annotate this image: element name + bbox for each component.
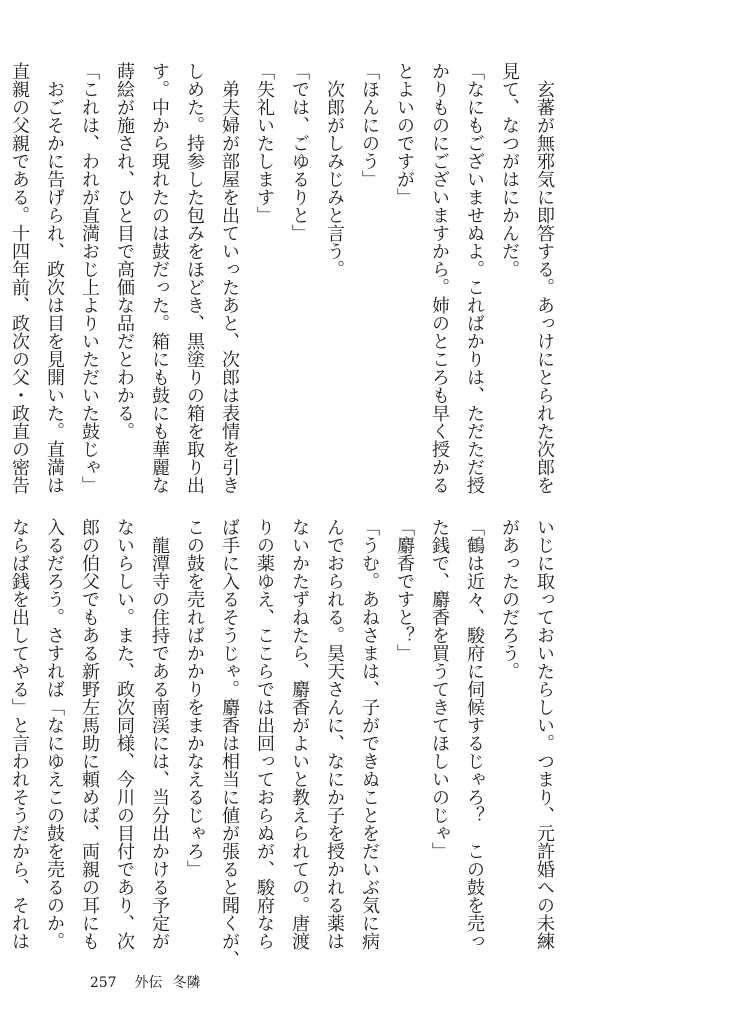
text-line: 「鶴は近々、駿府に伺候するじゃろ？ この鼓を売っ bbox=[464, 518, 485, 950]
text-line: この鼓を売ればかかりをまかなえるじゃろ」 bbox=[184, 518, 205, 878]
text-line: りの薬ゆえ、ここらでは出回っておらぬが、駿府なら bbox=[254, 518, 275, 950]
text-line: た銭で、麝香を買うてきてほしいのじゃ」 bbox=[429, 518, 450, 860]
text-line: 直親の父親である。十四年前、政次の父・政直の密告 bbox=[9, 62, 30, 494]
section-title: 外伝 bbox=[134, 975, 163, 991]
text-line: 見て、なつがはにかんだ。 bbox=[499, 62, 520, 278]
text-line: 「なにもございませぬよ。こればかりは、ただただ授 bbox=[464, 62, 485, 494]
text-line: 入るだろう。さすれば「なにゆえこの鼓を売るのか。 bbox=[44, 518, 65, 950]
text-line: 「失礼いたします」 bbox=[254, 62, 275, 224]
text-line: ならば銭を出してやる」と言われそうだから、それは bbox=[9, 518, 30, 950]
text-line: しめた。持参した包みをほどき、黒塗りの箱を取り出 bbox=[184, 62, 205, 494]
text-line: 「ほんにのう」 bbox=[359, 62, 380, 188]
text-block-top bbox=[9, 62, 562, 494]
text-line: 弟夫婦が部屋を出ていったあと、次郎は表情を引き bbox=[219, 62, 240, 494]
text-line: 「うむ。あねさまは、子ができぬことをだいぶ気に病 bbox=[359, 518, 380, 950]
page-number: 257 bbox=[89, 975, 117, 991]
text-line: 龍潭寺の住持である南渓には、当分出かける予定が bbox=[149, 518, 170, 950]
text-line: ないかたずねたら、麝香がよいと教えられての。唐渡 bbox=[289, 518, 310, 950]
text-line: 「麝香ですと？」 bbox=[394, 518, 415, 662]
text-block-bottom bbox=[9, 518, 562, 968]
chapter-title: 冬隣 bbox=[172, 975, 201, 991]
text-line: 次郎がしみじみと言う。 bbox=[324, 62, 345, 278]
text-line: かりものにございますから。姉のところも早く授かる bbox=[429, 62, 450, 494]
text-line: ば手に入るそうじゃ。麝香は相当に値が張ると聞くが、 bbox=[219, 518, 240, 968]
text-line: おごそかに告げられ、政次は目を見開いた。直満は bbox=[44, 62, 65, 494]
text-line: す。中から現れたのは鼓だった。箱にも鼓にも華麗な bbox=[149, 62, 170, 494]
text-line: いじに取っておいたらしい。つまり、元許婚への未練 bbox=[534, 518, 555, 950]
text-line: 「これは、われが直満おじ上よりいただいた鼓じゃ」 bbox=[79, 62, 100, 494]
text-line: ないらしい。また、政次同様、今川の目付であり、次 bbox=[114, 518, 135, 950]
text-line: 郎の伯父でもある新野左馬助に頼めば、両親の耳にも bbox=[79, 518, 100, 950]
page-footer bbox=[72, 956, 219, 1008]
text-line: 「では、ごゆるりと」 bbox=[289, 62, 310, 242]
text-line: 蒔絵が施され、ひと目で高価な品だとわかる。 bbox=[114, 62, 135, 440]
text-line: があったのだろう。 bbox=[499, 518, 520, 680]
text-line: 玄蕃が無邪気に即答する。あっけにとられた次郎を bbox=[534, 62, 555, 494]
text-line: んでおられる。昊天さんに、なにか子を授かれる薬は bbox=[324, 518, 345, 950]
text-line: とよいのですが」 bbox=[394, 62, 415, 206]
